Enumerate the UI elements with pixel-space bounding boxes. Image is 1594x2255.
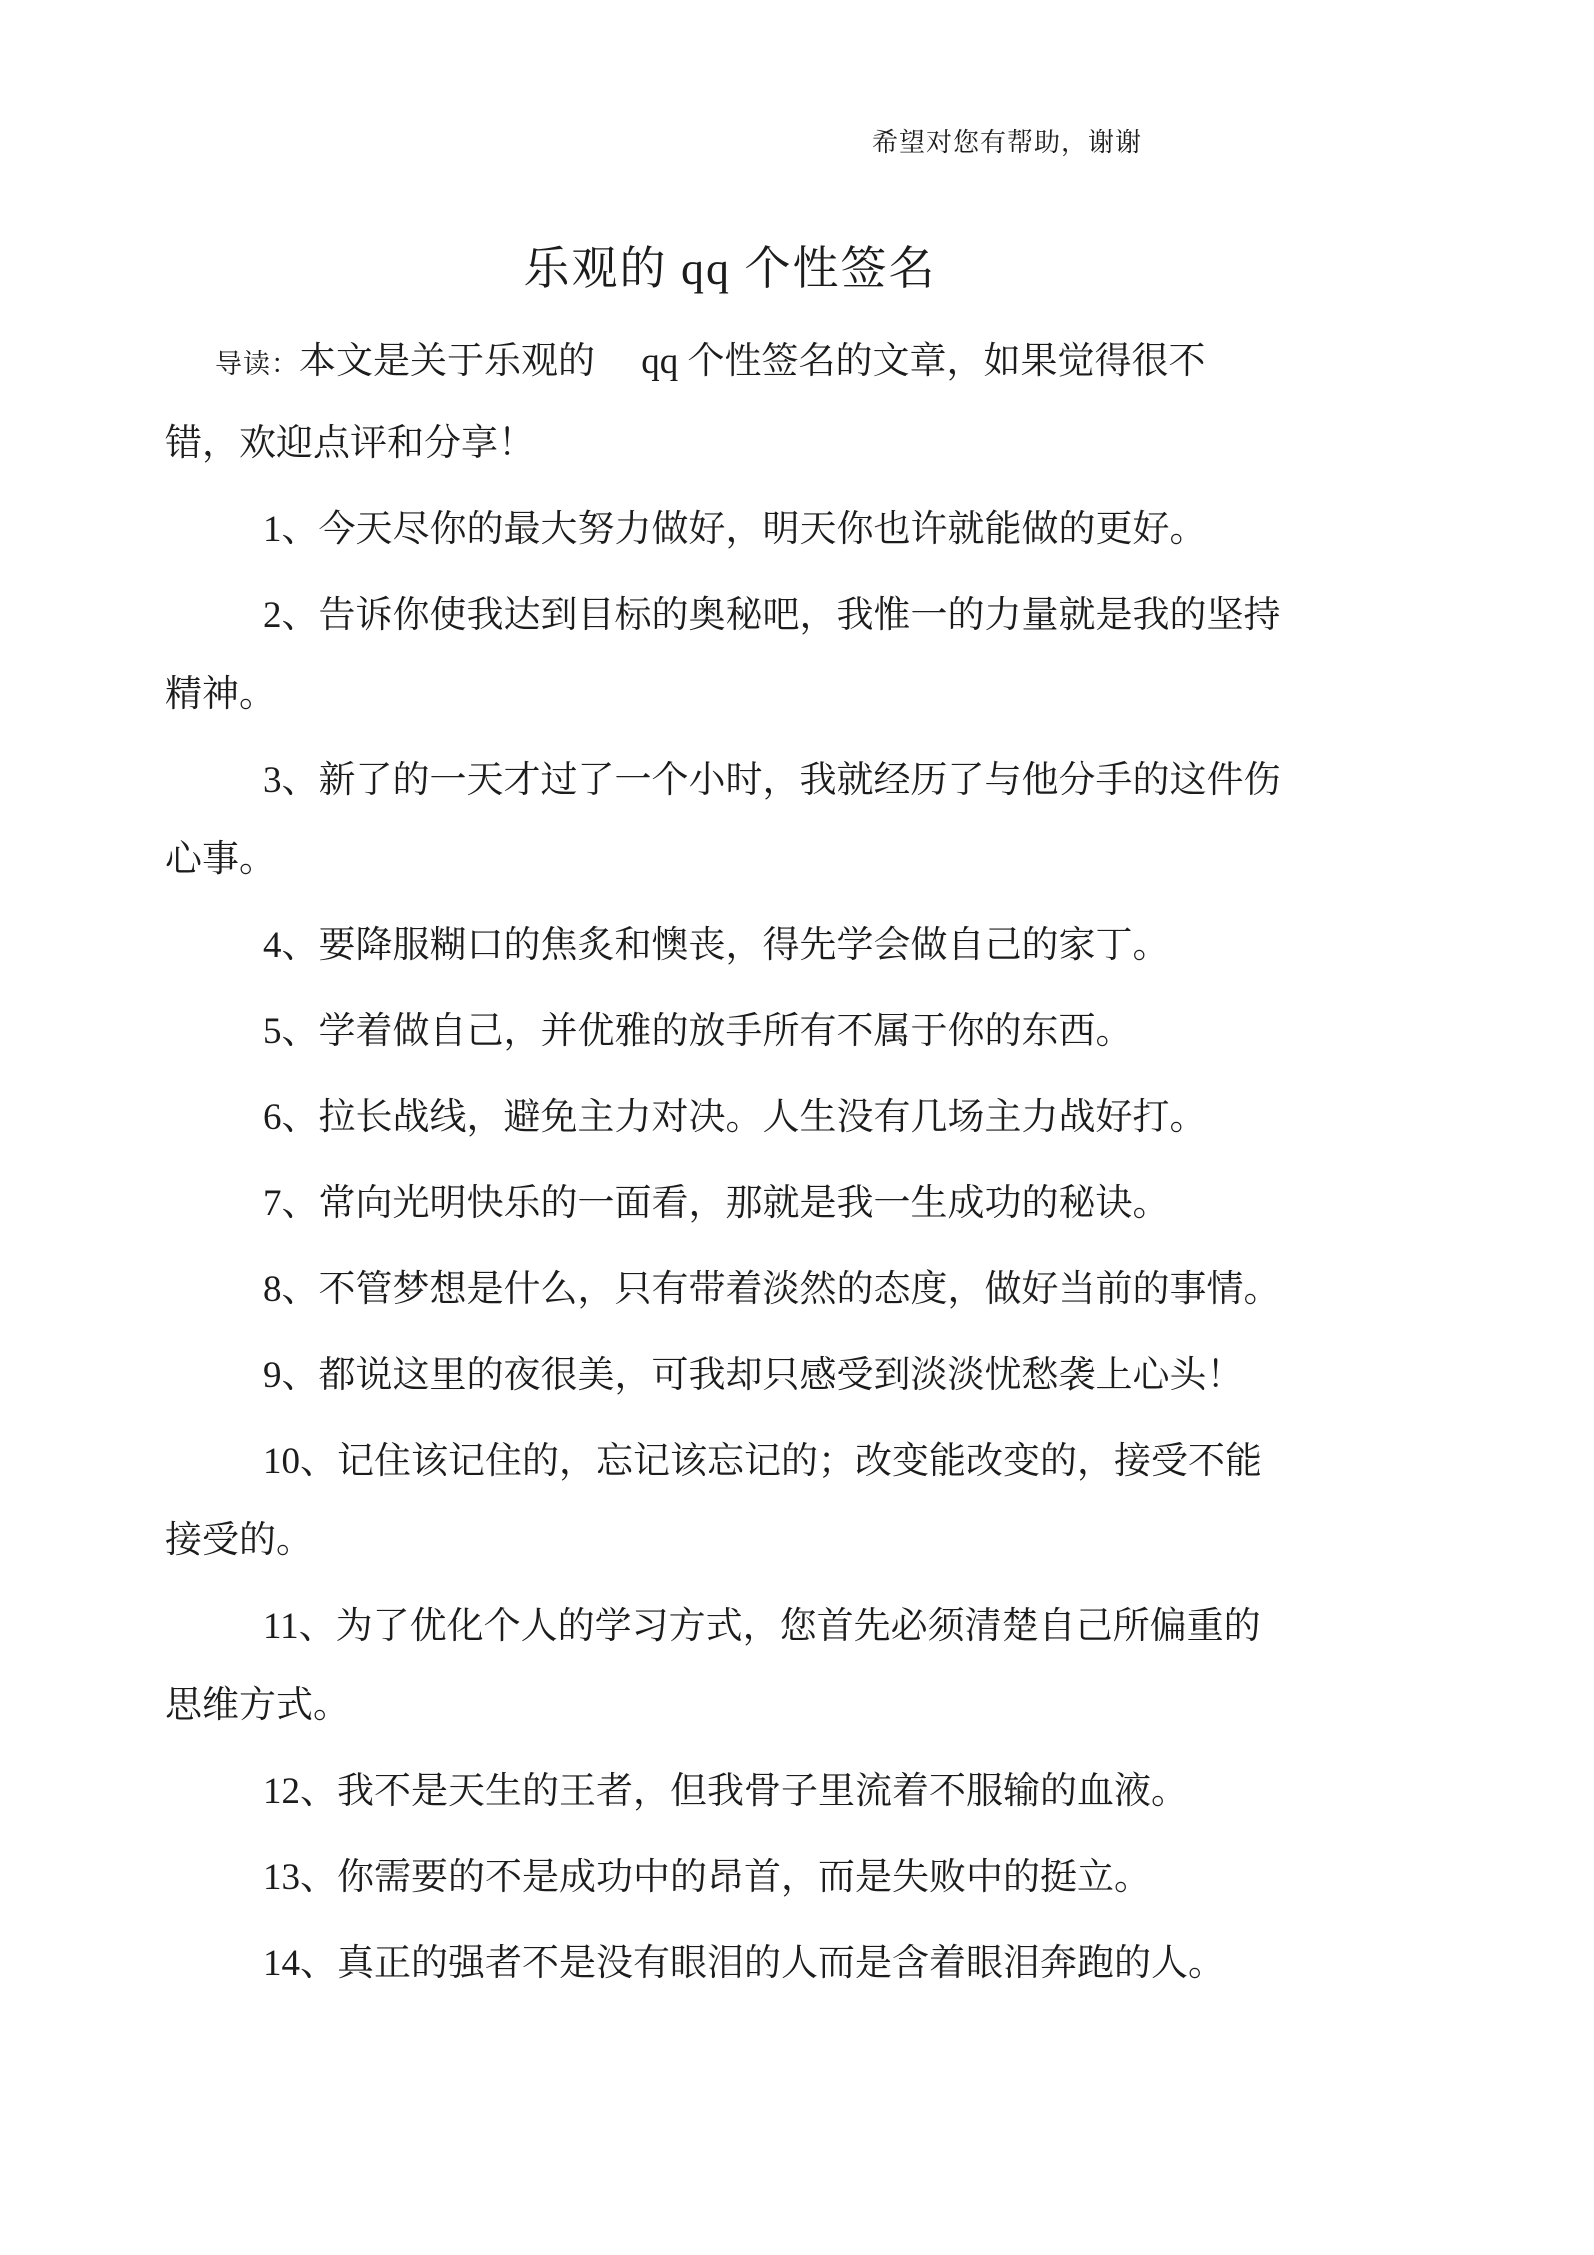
quote-line: 9、都说这里的夜很美，可我却只感受到淡淡忧愁袭上心头！ <box>263 1355 1244 1396</box>
intro-paragraph <box>165 322 1295 483</box>
quote-line: 11、为了优化个人的学习方式，您首先必须清楚自己所偏重的 <box>263 1606 1261 1647</box>
quote-line: 思维方式。 <box>165 1685 350 1726</box>
quote-item-14 <box>165 1924 1295 2003</box>
intro-line-1 <box>165 322 1295 404</box>
quote-line: 接受的。 <box>165 1520 313 1561</box>
quote-item-13 <box>165 1838 1295 1917</box>
quote-line: 10、记住该记住的，忘记该忘记的；改变能改变的，接受不能 <box>263 1441 1262 1482</box>
quote-line: 心事。 <box>165 839 276 880</box>
quote-item-6 <box>165 1078 1295 1157</box>
quote-item-4 <box>165 906 1295 985</box>
header-note: 希望对您有帮助，谢谢 <box>872 128 1143 157</box>
quote-item-7 <box>165 1164 1295 1243</box>
document-body <box>165 232 1295 2010</box>
quote-line: 8、不管梦想是什么，只有带着淡然的态度，做好当前的事情。 <box>263 1269 1281 1310</box>
intro-line-2: 错，欢迎点评和分享！ <box>165 423 535 464</box>
quote-line: 6、拉长战线，避免主力对决。人生没有几场主力战好打。 <box>263 1097 1207 1138</box>
quote-item-8 <box>165 1250 1295 1329</box>
quote-item-5 <box>165 992 1295 1071</box>
page-title: 乐观的 qq 个性签名 <box>523 243 937 294</box>
quote-list <box>165 490 1295 2003</box>
intro-text: 本文是关于乐观的 qq 个性签名的文章，如果觉得很不 <box>299 341 1206 382</box>
quote-item-3 <box>165 741 1295 899</box>
quote-item-1 <box>165 490 1295 569</box>
quote-line: 精神。 <box>165 674 276 715</box>
quote-line: 1、今天尽你的最大努力做好，明天你也许就能做的更好。 <box>263 509 1207 550</box>
quote-line: 5、学着做自己，并优雅的放手所有不属于你的东西。 <box>263 1011 1133 1052</box>
quote-line: 2、告诉你使我达到目标的奥秘吧，我惟一的力量就是我的坚持 <box>263 595 1281 636</box>
quote-item-9 <box>165 1336 1295 1415</box>
quote-line: 14、真正的强者不是没有眼泪的人而是含着眼泪奔跑的人。 <box>263 1943 1225 1984</box>
quote-item-12 <box>165 1752 1295 1831</box>
quote-line: 4、要降服糊口的焦炙和懊丧，得先学会做自己的家丁。 <box>263 925 1170 966</box>
quote-item-10 <box>165 1422 1295 1580</box>
quote-line: 12、我不是天生的王者，但我骨子里流着不服输的血液。 <box>263 1771 1188 1812</box>
quote-line: 13、你需要的不是成功中的昂首，而是失败中的挺立。 <box>263 1857 1151 1898</box>
quote-item-2 <box>165 576 1295 734</box>
intro-label: 导读： <box>215 349 299 379</box>
quote-line: 3、新了的一天才过了一个小时，我就经历了与他分手的这件伤 <box>263 760 1281 801</box>
quote-line: 7、常向光明快乐的一面看，那就是我一生成功的秘诀。 <box>263 1183 1170 1224</box>
quote-item-11 <box>165 1587 1295 1745</box>
